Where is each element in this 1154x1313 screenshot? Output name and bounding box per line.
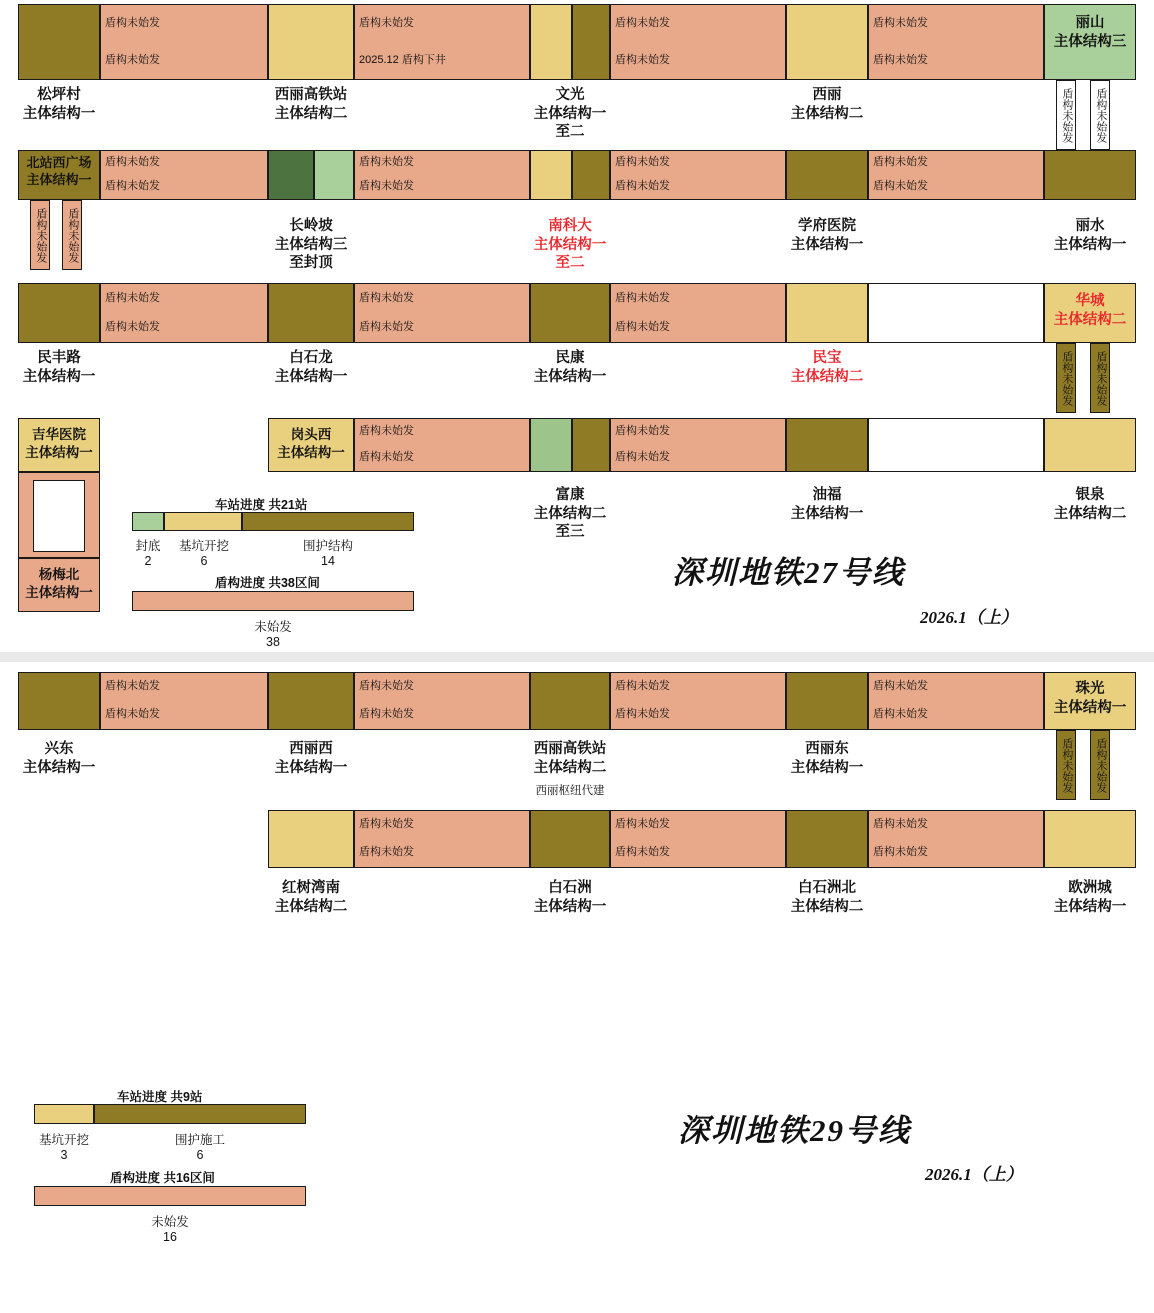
tunnel-segment: 盾构未始发 盾构未始发: [610, 418, 786, 472]
line29-subtitle: 2026.1（上）: [925, 1165, 1023, 1184]
vertical-shield-text: 盾构未始发: [1060, 350, 1073, 406]
tunnel-segment: 盾构未始发 盾构未始发: [100, 150, 268, 200]
station-label-zhuguang: 珠光 主体结构一: [1053, 681, 1127, 716]
station-block-minfenglu: [18, 283, 100, 343]
station-block-fukang-b: [572, 418, 610, 472]
station-block-nankeda: [530, 150, 572, 200]
station-block-baishizhoubei: [786, 810, 868, 868]
legend-label-weishifa-29: 未始发 16: [151, 1215, 189, 1244]
tunnel-segment-vertical: [1056, 730, 1076, 800]
vertical-shield-text: 盾构未始发: [66, 207, 79, 263]
station-label-minfenglu: 民丰路 主体结构一: [22, 350, 96, 385]
vertical-shield-text: 盾构未始发: [1094, 350, 1107, 406]
station-label-xilidong: 西丽东 主体结构一: [790, 741, 864, 776]
tunnel-segment-vertical: [1056, 80, 1076, 150]
station-progress-header-29: 车站进度 共9站: [117, 1090, 203, 1104]
tunnel-segment: 盾构未始发 盾构未始发: [354, 672, 530, 730]
station-label-beizhanxiguangchang: 北站西广场 主体结构一: [26, 155, 92, 187]
line27-title: 深圳地铁27号线: [672, 555, 905, 590]
station-block-xilidong: [786, 672, 868, 730]
legend-label-jikengkaiwa-29: 基坑开挖 3: [38, 1133, 89, 1162]
tunnel-segment: 盾构未始发 盾构未始发: [610, 150, 786, 200]
station-block-songpingcun: [18, 4, 100, 80]
station-label-changlingpo: 长岭坡 主体结构三 至封顶: [274, 218, 348, 272]
tunnel-segment-vertical: [1090, 80, 1110, 150]
station-label-wenguang: 文光 主体结构一 至二: [533, 87, 607, 141]
tunnel-segment: 盾构未始发 盾构未始发: [354, 418, 530, 472]
section-divider: [0, 652, 1154, 662]
legend-bar-station-2-29: [94, 1104, 306, 1124]
tunnel-segment: 盾构未始发 盾构未始发: [868, 672, 1044, 730]
station-block-xilixi: [268, 672, 354, 730]
shield-progress-header-29: 盾构进度 共16区间: [110, 1171, 215, 1185]
station-block-wenguang-a: [530, 4, 572, 80]
legend-label-weihujiegou-27: 围护结构 14: [302, 539, 353, 568]
vertical-shield-text: 盾构未始发: [1060, 87, 1073, 143]
station-label-xiligaotiezhan-29: 西丽高铁站 主体结构二: [533, 741, 607, 776]
station-label-xingdong: 兴东 主体结构一: [22, 741, 96, 776]
legend-bar-shield-27: [132, 591, 414, 611]
tunnel-segment: 盾构未始发 盾构未始发: [354, 810, 530, 868]
tunnel-segment: 盾构未始发 盾构未始发: [610, 810, 786, 868]
station-block-lishui: [1044, 150, 1136, 200]
station-block-yinquan: [1044, 418, 1136, 472]
tunnel-segment-white: [868, 283, 1044, 343]
station-block-xuefuyiyuan: [786, 150, 868, 200]
tunnel-segment: 盾构未始发 盾构未始发: [100, 283, 268, 343]
station-label-xilixi: 西丽西 主体结构一: [274, 741, 348, 776]
legend-label-fengdi: 封底 2: [135, 539, 161, 568]
station-progress-header-27: 车站进度 共21站: [215, 498, 308, 512]
tunnel-segment-vertical: [1090, 343, 1110, 413]
station-label-huacheng: 华城 主体结构二: [1053, 293, 1127, 328]
station-label-minbao: 民宝 主体结构二: [790, 350, 864, 385]
vertical-shield-text: 盾构未始发: [1094, 87, 1107, 143]
tunnel-segment-vertical: [1056, 343, 1076, 413]
tunnel-white-inner: [33, 480, 85, 552]
tunnel-segment: 盾构未始发 盾构未始发: [868, 4, 1044, 80]
station-note-xilishuniudaijian: 西丽枢纽代建: [535, 785, 605, 797]
station-label-minkang: 民康 主体结构一: [533, 350, 607, 385]
station-label-yangmeibei: 杨梅北 主体结构一: [25, 567, 93, 600]
legend-label-jikengkaiwa-27: 基坑开挖 6: [178, 539, 229, 568]
station-label-youfu: 油福 主体结构一: [790, 487, 864, 522]
station-block-xili: [786, 4, 868, 80]
tunnel-segment: 盾构未始发 盾构未始发: [610, 672, 786, 730]
station-block-fukang-a: [530, 418, 572, 472]
station-block-ouzhoucheng: [1044, 810, 1136, 868]
station-label-fukang: 富康 主体结构二 至三: [533, 487, 607, 541]
tunnel-segment-white: [868, 418, 1044, 472]
station-block-xingdong: [18, 672, 100, 730]
station-label-xuefuyiyuan: 学府医院 主体结构一: [790, 218, 864, 253]
station-label-songpingcun: 松坪村 主体结构一: [22, 87, 96, 122]
station-block-baishizhou: [530, 810, 610, 868]
vertical-shield-text: 盾构未始发: [34, 207, 47, 263]
tunnel-segment: 盾构未始发 盾构未始发: [610, 283, 786, 343]
station-block-xiligaotiezhan-29: [530, 672, 610, 730]
station-label-xili: 西丽 主体结构二: [790, 87, 864, 122]
station-label-baishilong: 白石龙 主体结构一: [274, 350, 348, 385]
tunnel-segment-vertical: [62, 200, 82, 270]
station-block-hongshuwannan: [268, 810, 354, 868]
station-block-youfu: [786, 418, 868, 472]
station-block-changlingpo-b: [314, 150, 354, 200]
vertical-shield-text: 盾构未始发: [1060, 737, 1073, 793]
station-block-baishilong: [268, 283, 354, 343]
line29-title: 深圳地铁29号线: [678, 1113, 911, 1148]
tunnel-segment: 盾构未始发 盾构未始发: [868, 150, 1044, 200]
tunnel-segment: 盾构未始发 盾构未始发: [868, 810, 1044, 868]
legend-bar-shield-29: [34, 1186, 306, 1206]
station-block-minbao: [786, 283, 868, 343]
legend-bar-station-1-27: [132, 512, 164, 531]
station-label-nankeda: 南科大 主体结构一 至二: [533, 218, 607, 272]
legend-bar-station-1-29: [34, 1104, 94, 1124]
tunnel-segment: 盾构未始发 盾构未始发: [354, 283, 530, 343]
tunnel-segment: 盾构未始发 盾构未始发: [100, 4, 268, 80]
legend-bar-station-3-27: [242, 512, 414, 531]
legend-bar-station-2-27: [164, 512, 242, 531]
vertical-shield-text: 盾构未始发: [1094, 737, 1107, 793]
tunnel-segment-vertical: [30, 200, 50, 270]
station-label-gangtouxi: 岗头西 主体结构一: [277, 427, 345, 460]
station-block-wenguang-b: [572, 4, 610, 80]
station-block-nankeda-b: [572, 150, 610, 200]
tunnel-segment: 盾构未始发 盾构未始发: [100, 672, 268, 730]
station-block-xiligaotiezhan: [268, 4, 354, 80]
tunnel-segment: 盾构未始发 盾构未始发: [354, 150, 530, 200]
tunnel-segment: 盾构未始发 2025.12 盾构下井: [354, 4, 530, 80]
station-block-changlingpo-a: [268, 150, 314, 200]
station-label-baishizhoubei: 白石洲北 主体结构二: [790, 880, 864, 915]
station-label-xiligaotiezhan: 西丽高铁站 主体结构二: [274, 87, 348, 122]
station-block-minkang: [530, 283, 610, 343]
legend-label-weihushigong-29: 围护施工 6: [174, 1133, 225, 1162]
station-label-jihuayiyuan: 吉华医院 主体结构一: [25, 427, 93, 460]
station-label-ouzhoucheng: 欧洲城 主体结构一: [1053, 880, 1127, 915]
station-label-lishan: 丽山 主体结构三: [1053, 15, 1127, 50]
station-label-baishizhou: 白石洲 主体结构一: [533, 880, 607, 915]
shield-progress-header-27: 盾构进度 共38区间: [215, 576, 320, 590]
station-label-hongshuwannan: 红树湾南 主体结构二: [274, 880, 348, 915]
tunnel-segment-vertical: [1090, 730, 1110, 800]
line27-subtitle: 2026.1（上）: [920, 608, 1018, 627]
tunnel-segment: 盾构未始发 盾构未始发: [610, 4, 786, 80]
station-label-lishui: 丽水 主体结构一: [1053, 218, 1127, 253]
legend-label-weishifa-27: 未始发 38: [254, 620, 292, 649]
station-label-yinquan: 银泉 主体结构二: [1053, 487, 1127, 522]
